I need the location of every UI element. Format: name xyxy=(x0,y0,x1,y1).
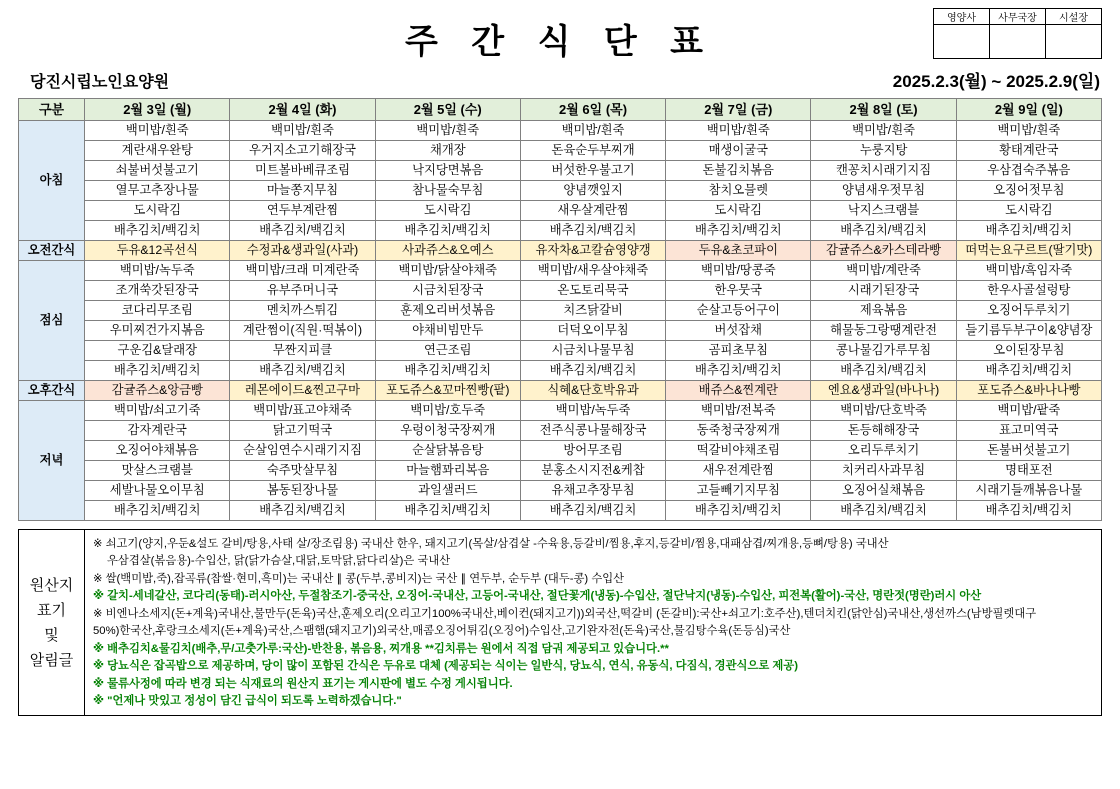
cell-dinner-4-0: 세발나물오이무침 xyxy=(85,481,230,501)
cell-lunch-4-2: 연근조림 xyxy=(375,341,520,361)
table-row xyxy=(19,261,1102,281)
cell-dinner-2-6: 돈불버섯불고기 xyxy=(956,441,1101,461)
approval-cell-label-0: 영양사 xyxy=(934,9,990,25)
table-row xyxy=(19,441,1102,461)
column-header-day-5: 2월 8일 (토) xyxy=(811,99,956,121)
cell-morning-snack-5: 감귤쥬스&카스테라빵 xyxy=(811,241,956,261)
cell-lunch-4-3: 시금치나물무침 xyxy=(520,341,665,361)
column-header-day-3: 2월 6일 (목) xyxy=(520,99,665,121)
cell-afternoon-snack-0: 감귤쥬스&앙금빵 xyxy=(85,381,230,401)
cell-breakfast-5-3: 배추김치/백김치 xyxy=(520,221,665,241)
cell-lunch-3-5: 해물동그랑땡계란전 xyxy=(811,321,956,341)
origin-notes-table xyxy=(18,529,1102,716)
cell-lunch-4-1: 무짠지피클 xyxy=(230,341,375,361)
column-header-day-0: 2월 3일 (월) xyxy=(85,99,230,121)
cell-breakfast-1-5: 누룽지탕 xyxy=(811,141,956,161)
table-row-morning-snack xyxy=(19,241,1102,261)
note-line-0: ※ 쇠고기(양지,우둔&설도 갈비/탕용,사태 살/장조림용) 국내산 한우, 돼지고기(목살/삼겹살 -수육용,등갈비/찜용,후지,등갈비/찜용,대패삼겹/찌개용,등뼈/탕용) 국내산 xyxy=(93,537,889,550)
note-line-6: ※ 배추김치&물김치(배추,무/고춧가루:국산)-반찬용, 볶음용, 찌개용 **김치류는 원에서 직접 담궈 제공되고 있습니다.** xyxy=(93,642,669,655)
cell-lunch-5-1: 배추김치/백김치 xyxy=(230,361,375,381)
note-line-5: 50%)한국산,후랑크소세지(돈+계육)국산,스팸햄(돼지고기)외국산,매콤오징어튀김(오징어)수입산,고기완자전(돈육)국산,물김탕수육(돈등심)국산 xyxy=(93,625,791,637)
cell-dinner-0-5: 백미밥/단호박죽 xyxy=(811,401,956,421)
cell-lunch-3-3: 더덕오이무침 xyxy=(520,321,665,341)
cell-lunch-4-5: 콩나물김가루무침 xyxy=(811,341,956,361)
cell-lunch-3-1: 계란쩜이(직원·떡볶이) xyxy=(230,321,375,341)
cell-dinner-2-2: 순살닭볶음탕 xyxy=(375,441,520,461)
table-row xyxy=(19,501,1102,521)
cell-dinner-0-1: 백미밥/표고야채죽 xyxy=(230,401,375,421)
cell-afternoon-snack-1: 레몬에이드&찐고구마 xyxy=(230,381,375,401)
cell-dinner-3-0: 맛살스크램블 xyxy=(85,461,230,481)
note-line-8: ※ 물류사정에 따라 변경 되는 식재료의 원산지 표기는 게시판에 별도 수정 게시됩니다. xyxy=(93,677,513,690)
cell-breakfast-0-5: 백미밥/흰죽 xyxy=(811,121,956,141)
cell-dinner-1-6: 표고미역국 xyxy=(956,421,1101,441)
cell-lunch-3-0: 우미찌건가지볶음 xyxy=(85,321,230,341)
section-label-breakfast: 아침 xyxy=(19,121,85,241)
cell-dinner-1-0: 감자계란국 xyxy=(85,421,230,441)
subheader xyxy=(0,63,1120,98)
cell-lunch-3-4: 버섯잡채 xyxy=(666,321,811,341)
cell-breakfast-2-3: 버섯한우불고기 xyxy=(520,161,665,181)
notes-label-line-1: 표기 xyxy=(37,601,66,619)
cell-lunch-0-2: 백미밥/닭살야채죽 xyxy=(375,261,520,281)
cell-dinner-2-3: 방어무조림 xyxy=(520,441,665,461)
cell-dinner-3-6: 명태포전 xyxy=(956,461,1101,481)
cell-breakfast-0-6: 백미밥/흰죽 xyxy=(956,121,1101,141)
cell-dinner-0-2: 백미밥/호두죽 xyxy=(375,401,520,421)
cell-lunch-1-2: 시금치된장국 xyxy=(375,281,520,301)
cell-breakfast-3-2: 참나물숙무침 xyxy=(375,181,520,201)
cell-dinner-2-0: 오징어야채볶음 xyxy=(85,441,230,461)
cell-lunch-3-6: 들기름두부구이&양념장 xyxy=(956,321,1101,341)
cell-breakfast-3-1: 마늘쫑지무침 xyxy=(230,181,375,201)
cell-afternoon-snack-6: 포도쥬스&바나나빵 xyxy=(956,381,1101,401)
table-row xyxy=(19,361,1102,381)
cell-breakfast-0-4: 백미밥/흰죽 xyxy=(666,121,811,141)
column-header-day-4: 2월 7일 (금) xyxy=(666,99,811,121)
cell-lunch-0-4: 백미밥/땅콩죽 xyxy=(666,261,811,281)
cell-dinner-4-5: 오징어실채볶음 xyxy=(811,481,956,501)
cell-dinner-3-2: 마늘햄꽈리복음 xyxy=(375,461,520,481)
cell-lunch-5-2: 배추김치/백김치 xyxy=(375,361,520,381)
column-header-day-6: 2월 9일 (일) xyxy=(956,99,1101,121)
notes-body xyxy=(85,530,1102,716)
cell-breakfast-0-0: 백미밥/흰죽 xyxy=(85,121,230,141)
table-row xyxy=(19,201,1102,221)
cell-dinner-1-2: 우렁이청국장찌개 xyxy=(375,421,520,441)
cell-breakfast-2-4: 돈불김치볶음 xyxy=(666,161,811,181)
cell-afternoon-snack-4: 배쥬스&찐계란 xyxy=(666,381,811,401)
cell-lunch-4-4: 곰피초무침 xyxy=(666,341,811,361)
note-line-2: ※ 쌀(백미밥,죽),잡곡류(찹쌀·현미,흑미)는 국내산 ∥ 콩(두부,콩비지)는 국산 ∥ 연두부, 순두부 (대두-콩) 수입산 xyxy=(93,572,625,585)
notes-label xyxy=(19,530,85,716)
table-row xyxy=(19,321,1102,341)
cell-morning-snack-0: 두유&12곡선식 xyxy=(85,241,230,261)
cell-dinner-4-1: 봄동된장나물 xyxy=(230,481,375,501)
cell-lunch-1-0: 조개쑥갓된장국 xyxy=(85,281,230,301)
cell-lunch-1-6: 한우사골설렁탕 xyxy=(956,281,1101,301)
cell-breakfast-5-4: 배추김치/백김치 xyxy=(666,221,811,241)
cell-morning-snack-6: 떠먹는요구르트(딸기맛) xyxy=(956,241,1101,261)
cell-breakfast-1-1: 우거지소고기해장국 xyxy=(230,141,375,161)
note-line-1: 우삼겹살(볶음용)-수입산, 닭(닭가슴살,대닭,토막닭,닭다리살)은 국내산 xyxy=(107,555,451,567)
approval-stamp-box xyxy=(933,8,1102,59)
cell-dinner-5-0: 배추김치/백김치 xyxy=(85,501,230,521)
table-row xyxy=(19,141,1102,161)
table-row xyxy=(19,161,1102,181)
cell-lunch-0-6: 백미밥/흑임자죽 xyxy=(956,261,1101,281)
cell-lunch-0-1: 백미밥/크래 미계란죽 xyxy=(230,261,375,281)
cell-lunch-0-5: 백미밥/계란죽 xyxy=(811,261,956,281)
cell-dinner-5-3: 배추김치/백김치 xyxy=(520,501,665,521)
section-label-dinner: 저녁 xyxy=(19,401,85,521)
cell-breakfast-0-1: 백미밥/흰죽 xyxy=(230,121,375,141)
cell-dinner-2-1: 순살임연수시래기지짐 xyxy=(230,441,375,461)
cell-dinner-5-2: 배추김치/백김치 xyxy=(375,501,520,521)
cell-lunch-4-6: 오이된장무침 xyxy=(956,341,1101,361)
cell-dinner-1-3: 전주식콩나물해장국 xyxy=(520,421,665,441)
cell-lunch-1-5: 시래기된장국 xyxy=(811,281,956,301)
cell-breakfast-5-0: 배추김치/백김치 xyxy=(85,221,230,241)
cell-dinner-0-3: 백미밥/녹두죽 xyxy=(520,401,665,421)
cell-lunch-5-0: 배추김치/백김치 xyxy=(85,361,230,381)
cell-lunch-3-2: 야채비빔만두 xyxy=(375,321,520,341)
cell-dinner-1-4: 동죽청국장찌개 xyxy=(666,421,811,441)
table-row xyxy=(19,421,1102,441)
note-line-4: ※ 비엔나소세지(돈+계육)국내산,물만두(돈육)국산,훈제오리(오리고기100%국내산,베이컨(돼지고기))외국산,떡갈비 (돈갈비):국산+쇠고기:호주산),텐더치킨(닭안심)국내산,생선까스(남방필렛대구 xyxy=(93,607,1037,620)
cell-morning-snack-3: 유자차&고칼슘영양갱 xyxy=(520,241,665,261)
menu-period: 2025.2.3(월) ~ 2025.2.9(일) xyxy=(892,72,1100,91)
notes-label-line-3: 알림글 xyxy=(29,651,74,669)
cell-lunch-2-3: 치즈닭갈비 xyxy=(520,301,665,321)
cell-lunch-5-5: 배추김치/백김치 xyxy=(811,361,956,381)
cell-breakfast-4-1: 연두부계란찜 xyxy=(230,201,375,221)
notes-label-line-2: 및 xyxy=(44,626,59,644)
table-row xyxy=(19,461,1102,481)
approval-cell-label-1: 사무국장 xyxy=(990,9,1046,25)
cell-afternoon-snack-2: 포도쥬스&꼬마찐빵(팥) xyxy=(375,381,520,401)
cell-lunch-1-1: 유부주머니국 xyxy=(230,281,375,301)
cell-breakfast-3-0: 열무고추장나물 xyxy=(85,181,230,201)
cell-breakfast-4-4: 도시락김 xyxy=(666,201,811,221)
table-row-afternoon-snack xyxy=(19,381,1102,401)
cell-breakfast-2-2: 낙지당면볶음 xyxy=(375,161,520,181)
cell-dinner-0-6: 백미밥/팥죽 xyxy=(956,401,1101,421)
approval-cell-sign-2 xyxy=(1046,25,1102,59)
cell-breakfast-0-3: 백미밥/흰죽 xyxy=(520,121,665,141)
page-title: 주 간 식 단 표 xyxy=(404,23,715,61)
cell-breakfast-3-5: 양념새우젓무침 xyxy=(811,181,956,201)
table-row xyxy=(19,301,1102,321)
cell-breakfast-4-0: 도시락김 xyxy=(85,201,230,221)
section-label-afternoon-snack: 오후간식 xyxy=(19,381,85,401)
cell-breakfast-1-2: 채개장 xyxy=(375,141,520,161)
cell-breakfast-5-2: 배추김치/백김치 xyxy=(375,221,520,241)
note-line-7: ※ 당뇨식은 잡곡밥으로 제공하며, 당이 많이 포함된 간식은 두유로 대체 (제공되는 식이는 일반식, 당뇨식, 연식, 유동식, 다짐식, 경관식으로 제공) xyxy=(93,660,798,672)
cell-breakfast-5-1: 배추김치/백김치 xyxy=(230,221,375,241)
cell-dinner-3-3: 분홍소시지전&케찹 xyxy=(520,461,665,481)
cell-morning-snack-4: 두유&초코파이 xyxy=(666,241,811,261)
cell-lunch-2-6: 오징어두루치기 xyxy=(956,301,1101,321)
note-line-9: ※ "언제나 맛있고 정성이 담긴 급식이 되도록 노력하겠습니다." xyxy=(93,695,402,707)
cell-dinner-4-2: 과일샐러드 xyxy=(375,481,520,501)
table-row xyxy=(19,121,1102,141)
cell-dinner-4-4: 고들빼기지무침 xyxy=(666,481,811,501)
note-line-3: ※ 갈치-세네갈산, 코다리(동태)-러시아산, 두절참조기-중국산, 오징어-국내산, 고등어-국내산, 절단꽃게(냉동)-수입산, 절단낙지(냉동)-수입산, 피전복(활어)-국산, 명란젓(명란)러시 아산 xyxy=(93,590,982,602)
weekly-menu-table xyxy=(18,98,1102,521)
cell-lunch-5-6: 배추김치/백김치 xyxy=(956,361,1101,381)
cell-breakfast-1-4: 매생이굴국 xyxy=(666,141,811,161)
cell-lunch-2-5: 제육볶음 xyxy=(811,301,956,321)
cell-dinner-2-5: 오리두루치기 xyxy=(811,441,956,461)
cell-lunch-2-0: 코다리무조림 xyxy=(85,301,230,321)
cell-lunch-5-3: 배추김치/백김치 xyxy=(520,361,665,381)
section-label-lunch: 점심 xyxy=(19,261,85,381)
cell-breakfast-2-6: 우삼겹숙주볶음 xyxy=(956,161,1101,181)
approval-cell-sign-0 xyxy=(934,25,990,59)
cell-breakfast-0-2: 백미밥/흰죽 xyxy=(375,121,520,141)
cell-morning-snack-2: 사과쥬스&오예스 xyxy=(375,241,520,261)
cell-dinner-4-3: 유채고추장무침 xyxy=(520,481,665,501)
cell-lunch-4-0: 구운김&달래장 xyxy=(85,341,230,361)
cell-breakfast-4-6: 도시락김 xyxy=(956,201,1101,221)
cell-lunch-2-4: 순살고등어구이 xyxy=(666,301,811,321)
table-row xyxy=(19,401,1102,421)
cell-dinner-3-5: 치커리사과무침 xyxy=(811,461,956,481)
cell-breakfast-4-3: 새우살계란찜 xyxy=(520,201,665,221)
cell-breakfast-1-0: 계란새우완탕 xyxy=(85,141,230,161)
cell-dinner-1-5: 돈등해해장국 xyxy=(811,421,956,441)
cell-dinner-3-1: 숙주맛살무침 xyxy=(230,461,375,481)
cell-morning-snack-1: 수정과&생과일(사과) xyxy=(230,241,375,261)
cell-breakfast-3-6: 오징어젓무침 xyxy=(956,181,1101,201)
section-label-morning-snack: 오전간식 xyxy=(19,241,85,261)
table-row xyxy=(19,481,1102,501)
cell-dinner-0-4: 백미밥/전복죽 xyxy=(666,401,811,421)
table-row xyxy=(19,341,1102,361)
cell-breakfast-1-6: 황태계란국 xyxy=(956,141,1101,161)
cell-afternoon-snack-5: 엔요&생과일(바나나) xyxy=(811,381,956,401)
approval-cell-sign-1 xyxy=(990,25,1046,59)
organization-name: 당진시립노인요양원 xyxy=(30,74,170,91)
cell-dinner-5-6: 배추김치/백김치 xyxy=(956,501,1101,521)
cell-breakfast-5-5: 배추김치/백김치 xyxy=(811,221,956,241)
table-header-row xyxy=(19,99,1102,121)
cell-breakfast-3-3: 양념깻잎지 xyxy=(520,181,665,201)
cell-dinner-2-4: 떡갈비야채조림 xyxy=(666,441,811,461)
cell-breakfast-5-6: 배추김치/백김치 xyxy=(956,221,1101,241)
column-header-day-1: 2월 4일 (화) xyxy=(230,99,375,121)
column-header-gubun: 구분 xyxy=(19,99,85,121)
cell-lunch-0-0: 백미밥/녹두죽 xyxy=(85,261,230,281)
cell-breakfast-2-0: 쇠불버섯불고기 xyxy=(85,161,230,181)
cell-breakfast-2-1: 미트볼바베큐조림 xyxy=(230,161,375,181)
cell-dinner-5-4: 배추김치/백김치 xyxy=(666,501,811,521)
cell-lunch-0-3: 백미밥/새우살야채죽 xyxy=(520,261,665,281)
cell-lunch-2-1: 멘치까스튀김 xyxy=(230,301,375,321)
cell-lunch-2-2: 훈제오리버섯볶음 xyxy=(375,301,520,321)
cell-dinner-5-1: 배추김치/백김치 xyxy=(230,501,375,521)
cell-dinner-3-4: 새우전계란찜 xyxy=(666,461,811,481)
cell-breakfast-3-4: 참치오믈렛 xyxy=(666,181,811,201)
cell-lunch-1-3: 온도토리묵국 xyxy=(520,281,665,301)
cell-breakfast-4-2: 도시락김 xyxy=(375,201,520,221)
cell-dinner-4-6: 시래기들깨볶음나물 xyxy=(956,481,1101,501)
cell-breakfast-1-3: 돈육순두부찌개 xyxy=(520,141,665,161)
cell-breakfast-4-5: 낙지스크램블 xyxy=(811,201,956,221)
cell-dinner-1-1: 닭고기떡국 xyxy=(230,421,375,441)
table-row xyxy=(19,181,1102,201)
cell-dinner-0-0: 백미밥/쇠고기죽 xyxy=(85,401,230,421)
table-row xyxy=(19,221,1102,241)
approval-cell-label-2: 시설장 xyxy=(1046,9,1102,25)
notes-label-line-0: 원산지 xyxy=(29,576,74,594)
cell-lunch-1-4: 한우뭇국 xyxy=(666,281,811,301)
cell-dinner-5-5: 배추김치/백김치 xyxy=(811,501,956,521)
table-row xyxy=(19,281,1102,301)
column-header-day-2: 2월 5일 (수) xyxy=(375,99,520,121)
cell-lunch-5-4: 배추김치/백김치 xyxy=(666,361,811,381)
cell-breakfast-2-5: 캔꽁치시래기지짐 xyxy=(811,161,956,181)
cell-afternoon-snack-3: 식혜&단호박유과 xyxy=(520,381,665,401)
